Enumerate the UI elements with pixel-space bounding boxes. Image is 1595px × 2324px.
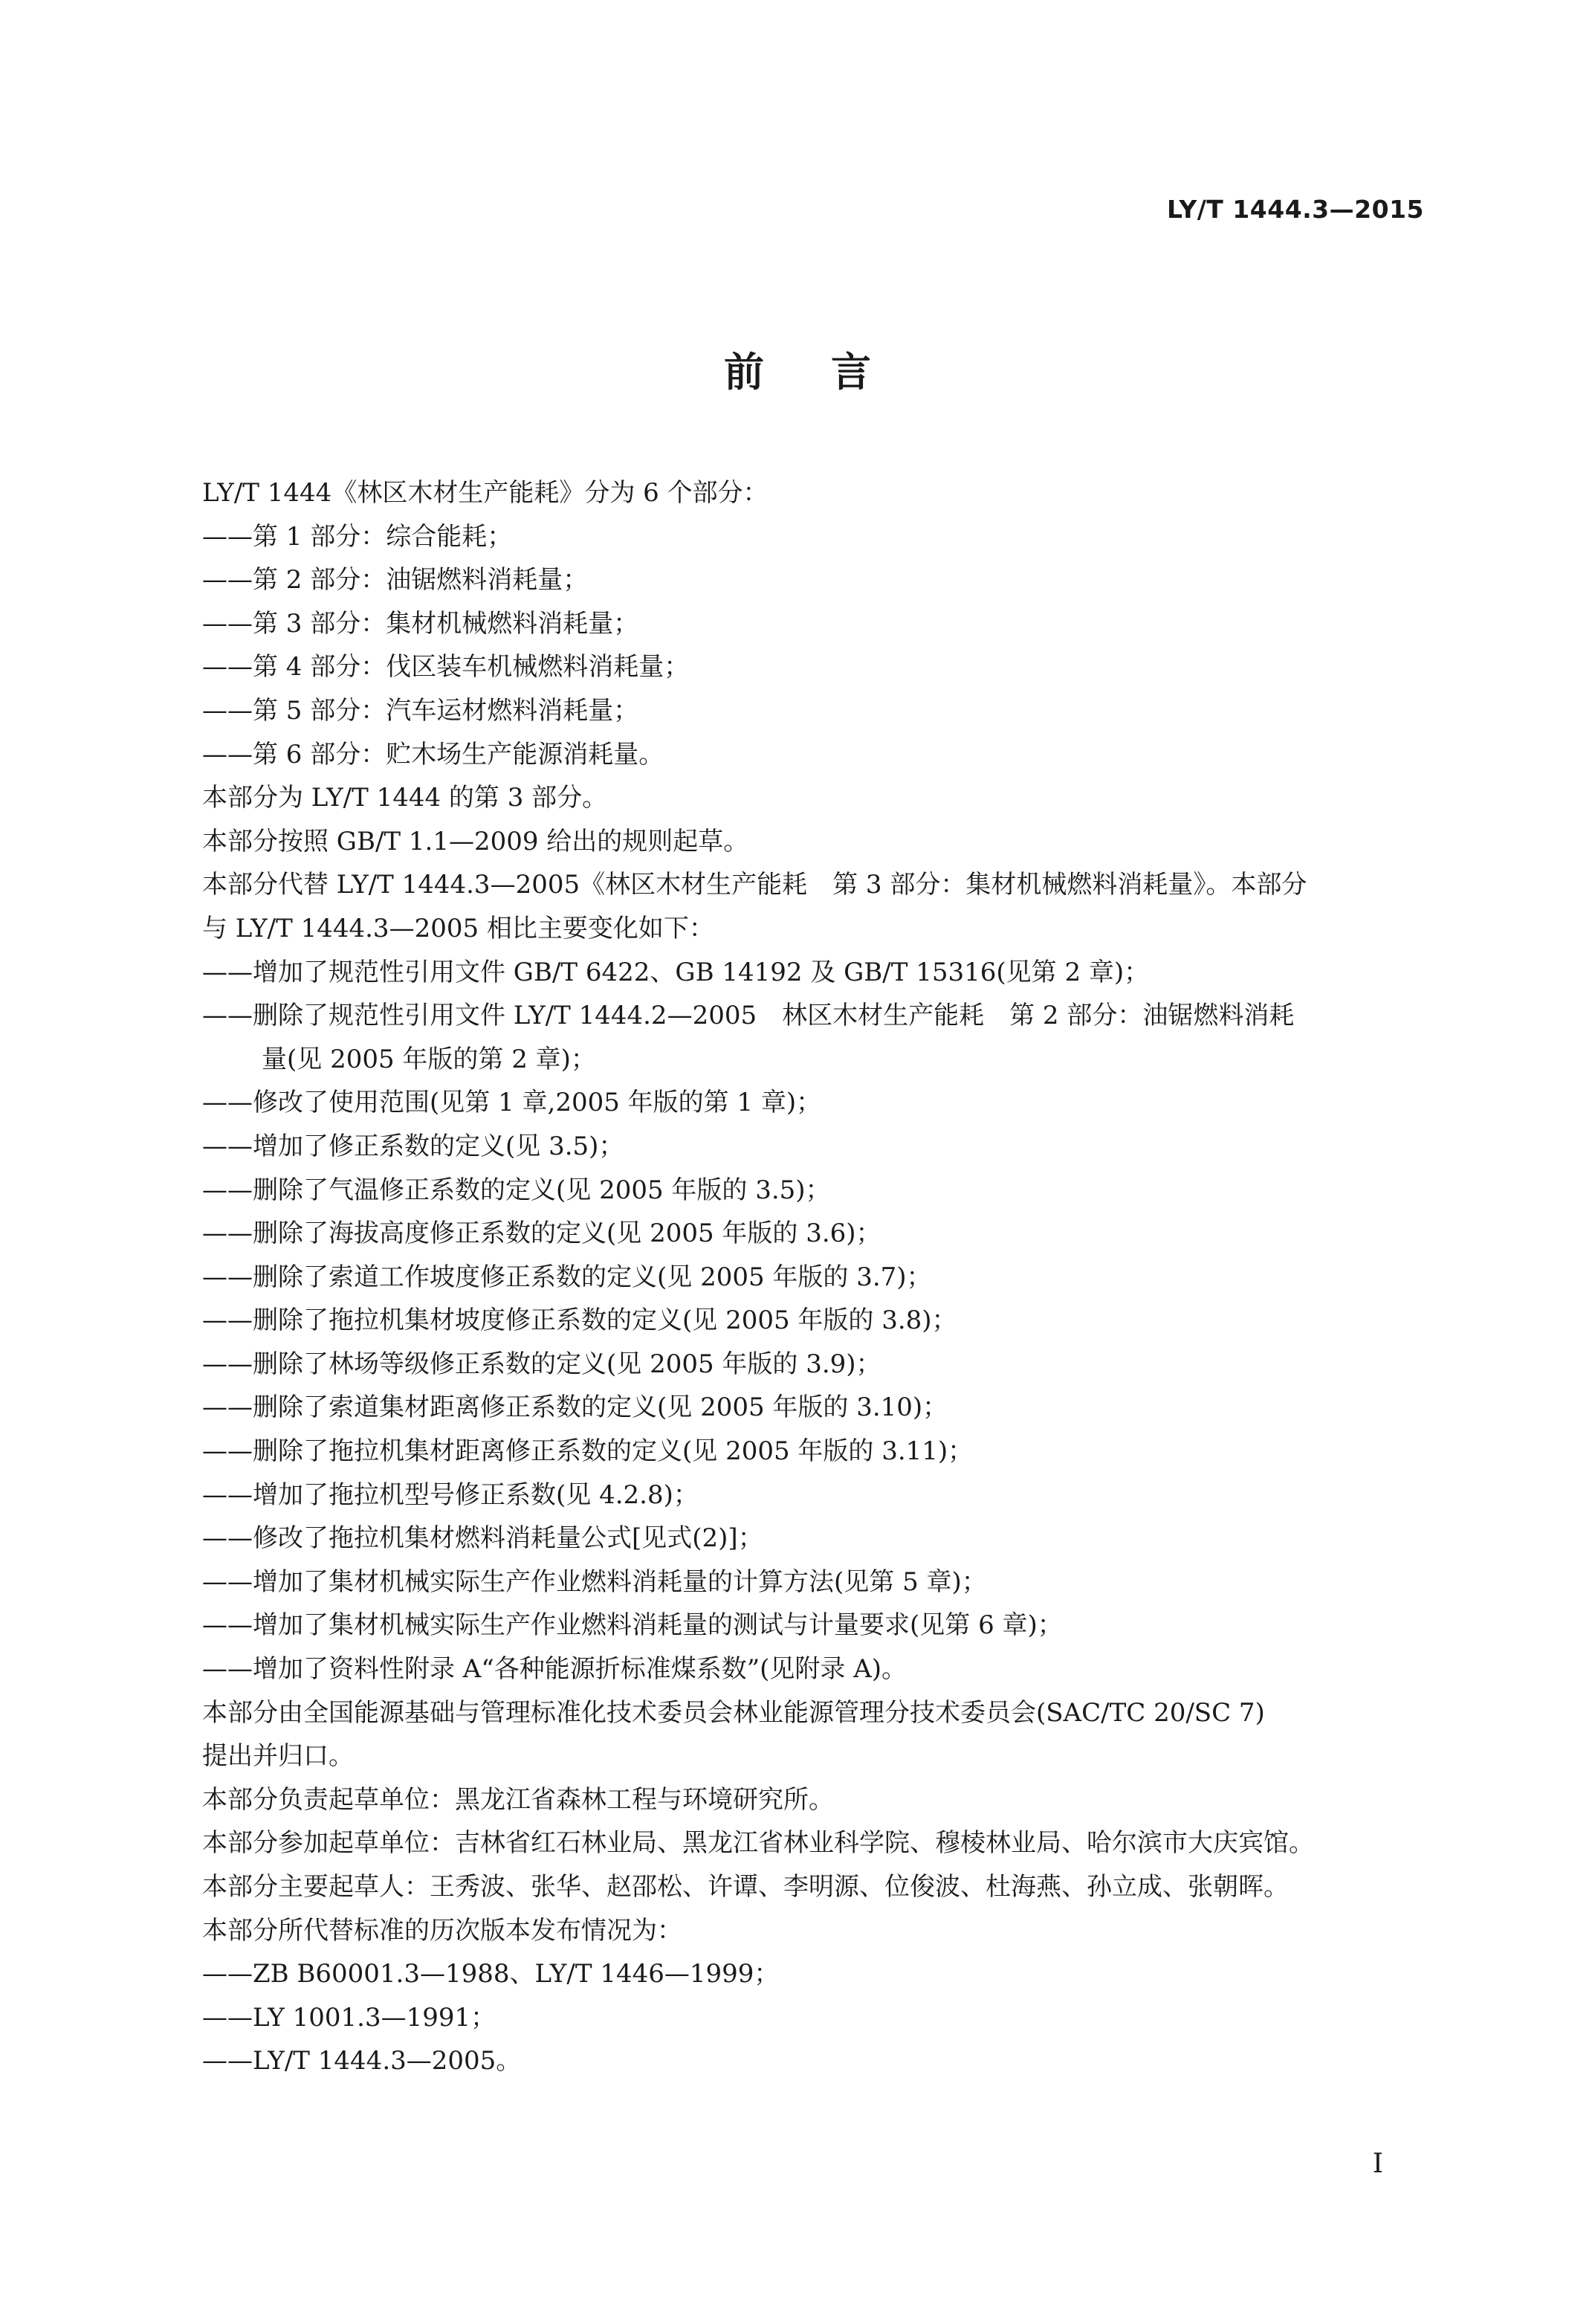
list-item: ——删除了拖拉机集材距离修正系数的定义(见 2005 年版的 3.11)；: [202, 1436, 974, 1467]
list-item: ——增加了修正系数的定义(见 3.5)；: [202, 1131, 624, 1161]
list-item: ——删除了林场等级修正系数的定义(见 2005 年版的 3.9)；: [202, 1349, 881, 1379]
list-item: ——第 2 部分：油锯燃料消耗量；: [202, 565, 589, 595]
paragraph-line: 与 LY/T 1444.3—2005 相比主要变化如下：: [202, 913, 714, 943]
list-item: ——删除了海拔高度修正系数的定义(见 2005 年版的 3.6)；: [202, 1219, 881, 1249]
paragraph-line: 本部分负责起草单位：黑龙江省森林工程与环境研究所。: [202, 1784, 834, 1815]
list-item: ——ZB B60001.3—1988、LY/T 1446—1999；: [202, 1959, 780, 1989]
paragraph-line: 本部分由全国能源基础与管理标准化技术委员会林业能源管理分技术委员会(SAC/TC 20/SC 7): [202, 1697, 1265, 1728]
list-item: ——第 5 部分：汽车运材燃料消耗量；: [202, 695, 639, 726]
list-item: ——删除了索道集材距离修正系数的定义(见 2005 年版的 3.10)；: [202, 1392, 948, 1423]
paragraph-line: 本部分为 LY/T 1444 的第 3 部分。: [202, 783, 608, 813]
list-item: ——增加了规范性引用文件 GB/T 6422、GB 14192 及 GB/T 15316(见第 2 章)；: [202, 957, 1150, 987]
standard-code: LY/T 1444.3—2015: [1166, 195, 1424, 224]
list-item: ——修改了使用范围(见第 1 章,2005 年版的第 1 章)；: [202, 1088, 822, 1118]
list-item: ——删除了规范性引用文件 LY/T 1444.2—2005 林区木材生产能耗 第 2 部分：油锯燃料消耗: [202, 1001, 1295, 1031]
list-item: ——增加了集材机械实际生产作业燃料消耗量的测试与计量要求(见第 6 章)；: [202, 1610, 1063, 1641]
paragraph-line: 本部分主要起草人：王秀波、张华、赵邵松、许谭、李明源、位俊波、杜海燕、孙立成、张朝晖。: [202, 1872, 1289, 1902]
list-item: ——修改了拖拉机集材燃料消耗量公式[见式(2)]；: [202, 1523, 763, 1554]
list-item: ——删除了拖拉机集材坡度修正系数的定义(见 2005 年版的 3.8)；: [202, 1305, 957, 1336]
paragraph-line: 本部分参加起草单位：吉林省红石林业局、黑龙江省林业科学院、穆棱林业局、哈尔滨市大庆宾馆。: [202, 1828, 1314, 1859]
page-title: 前言: [724, 349, 938, 396]
list-item: ——第 3 部分：集材机械燃料消耗量；: [202, 608, 639, 639]
list-item: ——LY/T 1444.3—2005。: [202, 2046, 522, 2076]
list-item-continuation: 量(见 2005 年版的第 2 章)；: [262, 1044, 596, 1074]
list-item: ——增加了集材机械实际生产作业燃料消耗量的计算方法(见第 5 章)；: [202, 1566, 987, 1597]
list-item: ——增加了拖拉机型号修正系数(见 4.2.8)；: [202, 1479, 699, 1510]
list-item: ——增加了资料性附录 A“各种能源折标准煤系数”(见附录 A)。: [202, 1654, 908, 1685]
list-item: ——删除了气温修正系数的定义(见 2005 年版的 3.5)；: [202, 1175, 831, 1205]
paragraph-line: LY/T 1444《林区木材生产能耗》分为 6 个部分：: [202, 478, 769, 508]
paragraph-line: 提出并归口。: [202, 1741, 354, 1772]
list-item: ——删除了索道工作坡度修正系数的定义(见 2005 年版的 3.7)；: [202, 1262, 932, 1292]
list-item: ——第 4 部分：伐区装车机械燃料消耗量；: [202, 652, 690, 682]
page-number: I: [1372, 2149, 1383, 2179]
list-item: ——第 6 部分：贮木场生产能源消耗量。: [202, 739, 664, 769]
list-item: ——第 1 部分：综合能耗；: [202, 521, 513, 552]
list-item: ——LY 1001.3—1991；: [202, 2002, 496, 2033]
paragraph-line: 本部分按照 GB/T 1.1—2009 给出的规则起草。: [202, 826, 749, 856]
paragraph-line: 本部分代替 LY/T 1444.3—2005《林区木材生产能耗 第 3 部分：集材机械燃料消耗量》。本部分: [202, 870, 1307, 900]
foreword-body: [202, 471, 1429, 2083]
paragraph-line: 本部分所代替标准的历次版本发布情况为：: [202, 1915, 682, 1946]
